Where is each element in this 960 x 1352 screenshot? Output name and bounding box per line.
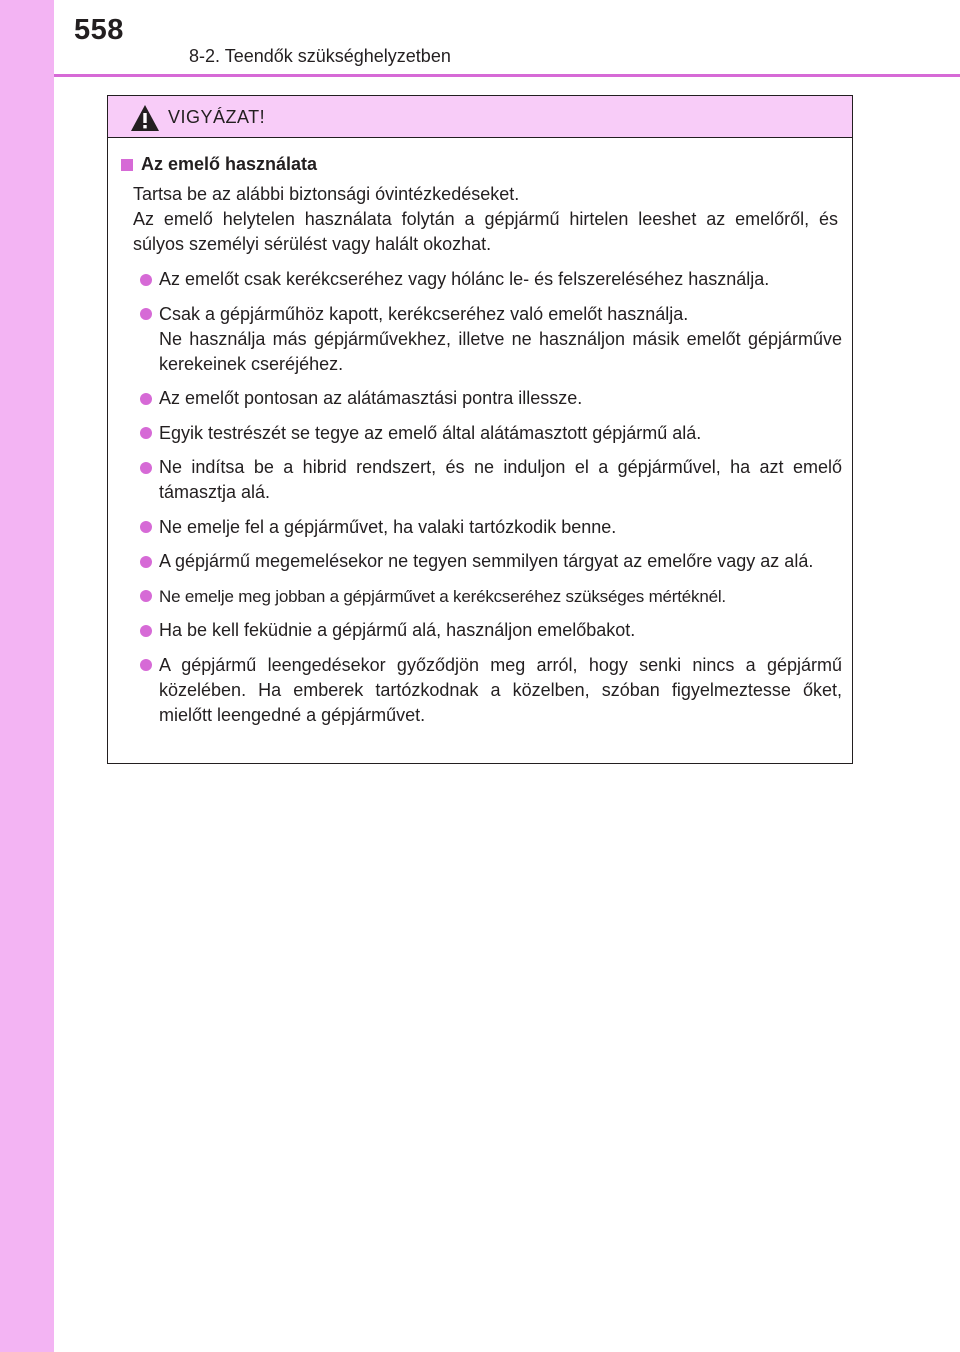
round-bullet-icon xyxy=(140,462,152,474)
list-item xyxy=(121,618,842,643)
list-item-text: Ne indítsa be a hibrid rendszert, és ne induljon el a gépjárművel, ha azt emelő támasztja alá. xyxy=(159,457,842,502)
round-bullet-icon xyxy=(140,625,152,637)
warning-triangle-icon xyxy=(130,104,160,132)
caution-body xyxy=(108,138,852,728)
list-item-text: A gépjármű megemelésekor ne tegyen semmilyen tárgyat az emelőre vagy az alá. xyxy=(159,551,814,571)
section-title: Az emelő használata xyxy=(141,154,318,174)
header-divider xyxy=(54,74,960,77)
list-item-text: Egyik testrészét se tegye az emelő által alátámasztott gépjármű alá. xyxy=(159,422,702,443)
chapter-title: 8-2. Teendők szükséghelyzetben xyxy=(189,46,451,66)
list-item xyxy=(121,386,842,411)
list-item-text: Az emelőt csak kerékcseréhez vagy hólánc le- és felszereléséhez használja. xyxy=(159,269,770,289)
list-item xyxy=(121,549,842,574)
list-item-text: A gépjármű leengedésekor győződjön meg arról, hogy senki nincs a gépjármű közelében. Ha emberek tartózkodnak a közelben, szóban figyelmeztesse őket, mielőtt leengedné a gépjárművet. xyxy=(159,654,842,725)
list-item xyxy=(121,421,842,446)
caution-header xyxy=(108,96,852,138)
list-item xyxy=(121,302,842,377)
list-item xyxy=(121,584,842,609)
chapter-sidebar-tab xyxy=(0,0,54,1352)
section-heading xyxy=(121,152,842,177)
precautions-list xyxy=(121,267,842,728)
page-header xyxy=(54,0,960,80)
list-item xyxy=(121,267,842,292)
intro-paragraph xyxy=(121,182,842,257)
round-bullet-icon xyxy=(140,590,152,602)
list-item-text: Ne emelje fel a gépjárművet, ha valaki tartózkodik benne. xyxy=(159,516,617,537)
intro-line: Tartsa be az alábbi biztonsági óvintézkedéseket. xyxy=(133,184,520,204)
round-bullet-icon xyxy=(140,274,152,286)
list-item-text: Csak a gépjárműhöz kapott, kerékcseréhez való emelőt használja. xyxy=(159,303,689,324)
list-item xyxy=(121,455,842,505)
round-bullet-icon xyxy=(140,556,152,568)
list-item-text: Az emelőt pontosan az alátámasztási pontra illessze. xyxy=(159,388,583,408)
round-bullet-icon xyxy=(140,427,152,439)
round-bullet-icon xyxy=(140,521,152,533)
caution-box xyxy=(107,95,853,764)
intro-line: Az emelő helytelen használata folytán a gépjármű hirtelen leeshet az emelőről, és súlyos személyi sérülést vagy halált okozhat. xyxy=(133,209,838,254)
page-number: 558 xyxy=(74,14,124,46)
list-item xyxy=(121,653,842,728)
list-item xyxy=(121,515,842,540)
caution-label: VIGYÁZAT! xyxy=(168,107,266,127)
square-bullet-icon xyxy=(121,159,133,171)
round-bullet-icon xyxy=(140,393,152,405)
list-item-text: Ne emelje meg jobban a gépjárművet a kerékcseréhez szükséges mértéknél. xyxy=(159,586,726,606)
list-item-text: Ha be kell feküdnie a gépjármű alá, használjon emelőbakot. xyxy=(159,620,636,640)
round-bullet-icon xyxy=(140,659,152,671)
round-bullet-icon xyxy=(140,308,152,320)
list-item-text: Ne használja más gépjárművekhez, illetve ne használjon másik emelőt gépjárműve kerekeinek cseréjéhez. xyxy=(159,328,842,374)
